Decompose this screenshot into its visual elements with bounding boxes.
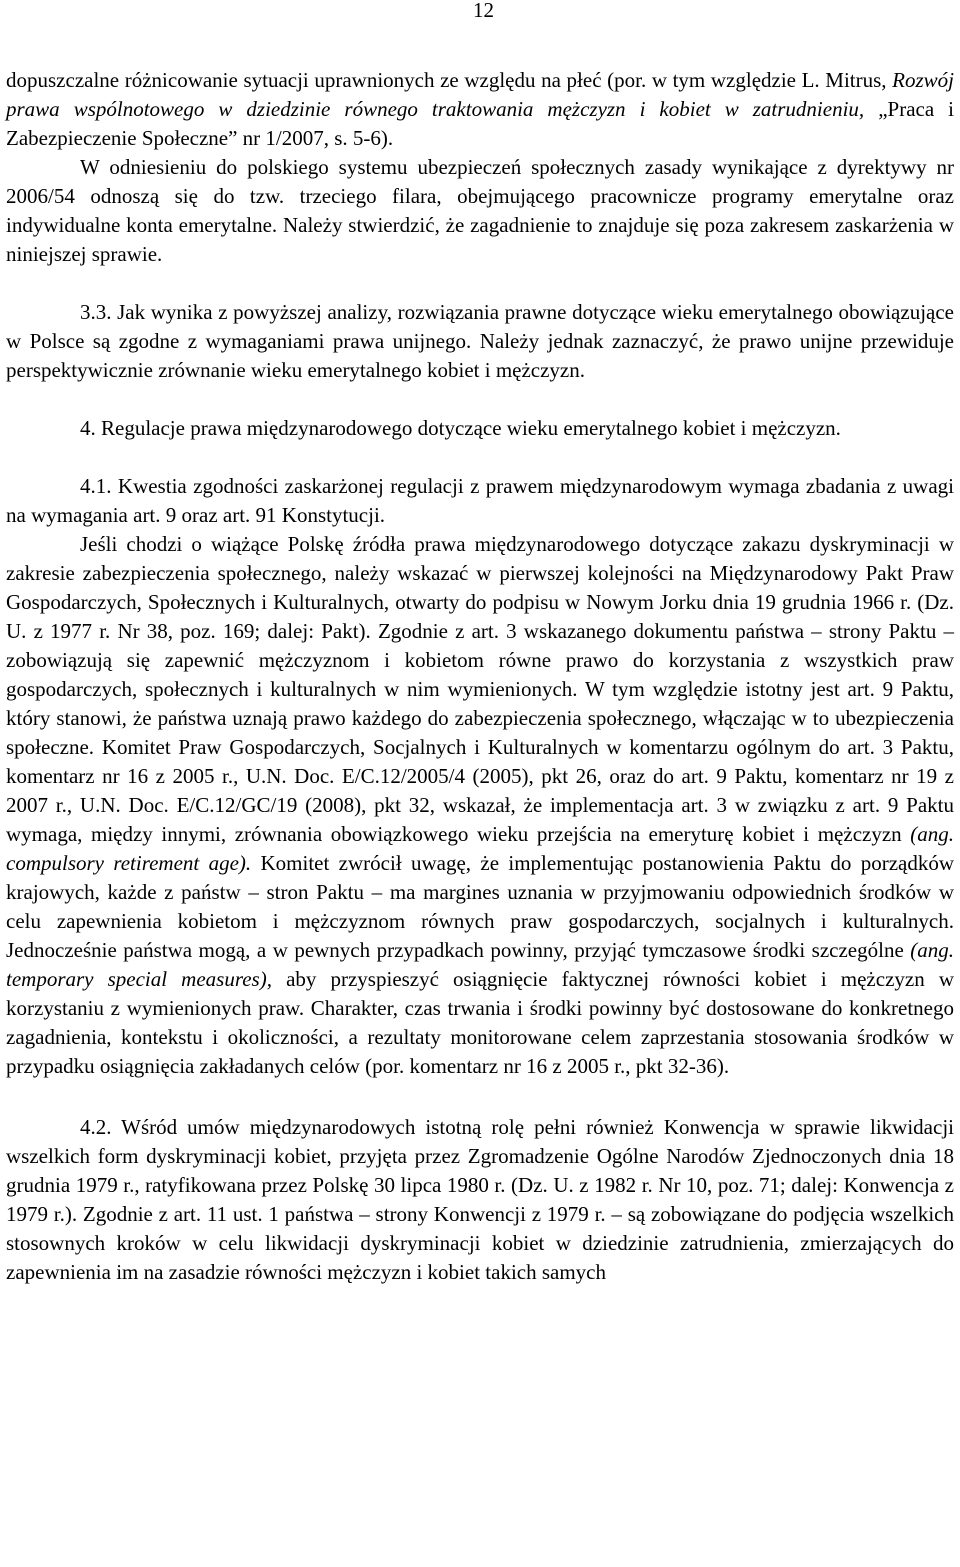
text-segment: „Praca i Zabezpieczenie Społeczne” nr 1/2007, s. 5-6). — [6, 97, 954, 150]
text-segment: Jeśli chodzi o wiążące Polskę źródła prawa międzynarodowego dotyczące zakazu dyskryminacji w zakresie zabezpieczenia społecznego, należy wskazać w pierwszej kolejności na Międzynarodowy Pakt Praw Gospodarczych, Społecznych i Kulturalnych, otwarty do podpisu w Nowym Jorku dnia 19 grudnia 1966 r. (Dz. U. z 1977 r. Nr 38, poz. 169; dalej: Pakt). Zgodnie z art. 3 wskazanego dokumentu państwa – strony Paktu – zobowiązują się zapewnić mężczyznom i kobietom równe prawo do korzystania z wszystkich praw gospodarczych, społecznych i kulturalnych w nim wymienionych. W tym względzie istotny jest art. 9 Paktu, który stanowi, że państwa uznają prawo każdego do zabezpieczenia społecznego, włączając w to ubezpieczenia społeczne. Komitet Praw Gospodarczych, Socjalnych i Kulturalnych w komentarzu ogólnym do art. 3 Paktu, komentarz nr 16 z 2005 r., U.N. Doc. E/C.12/2005/4 (2005), pkt 26, oraz do art. 9 Paktu, komentarz nr 19 z 2007 r., U.N. Doc. E/C.12/GC/19 (2008), pkt 32, wskazał, że implementacja art. 3 w związku z art. 9 Paktu wymaga, między innymi, zrównania obowiązkowego wieku przejścia na emeryturę kobiet i mężczyzn — [6, 532, 954, 846]
page-number: 12 — [473, 0, 494, 22]
section-heading-4: 4. Regulacje prawa międzynarodowego dotyczące wieku emerytalnego kobiet i mężczyzn. — [80, 416, 841, 440]
paragraph-4-1: 4.1. Kwestia zgodności zaskarżonej regulacji z prawem międzynarodowym wymaga zbadania z uwagi na wymagania art. 9 oraz art. 91 Konstytucji. — [6, 474, 954, 527]
paragraph-polish-system: W odniesieniu do polskiego systemu ubezpieczeń społecznych zasady wynikające z dyrektywy nr 2006/54 odnoszą się do tzw. trzeciego filara, obejmującego pracownicze programy emerytalne oraz indywidualne konta emerytalne. Należy stwierdzić, że zagadnienie to znajduje się poza zakresem zaskarżenia w niniejszej sprawie. — [6, 155, 954, 266]
italic-term: (ang. compulsory retirement age). — [6, 822, 954, 875]
text-segment: dopuszczalne różnicowanie sytuacji uprawnionych ze względu na płeć (por. w tym względzie L. Mitrus, — [6, 68, 893, 92]
italic-term: (ang. temporary special measures), — [6, 938, 954, 991]
paragraph-continuation — [6, 66, 954, 153]
paragraph-4-2: 4.2. Wśród umów międzynarodowych istotną rolę pełni również Konwencja w sprawie likwidacji wszelkich form dyskryminacji kobiet, przyjęta przez Zgromadzenie Ogólne Narodów Zjednoczonych dnia 18 grudnia 1979 r., ratyfikowana przez Polskę 30 lipca 1980 r. (Dz. U. z 1982 r. Nr 10, poz. 71; dalej: Konwencja z 1979 r.). Zgodnie z art. 11 ust. 1 państwa – strony Konwencji z 1979 r. – są zobowiązane do podjęcia wszelkich stosownych kroków w celu likwidacji dyskryminacji kobiet w dziedzinie zatrudnienia, zmierzających do zapewnienia im na zasadzie równości mężczyzn i kobiet takich samych — [6, 1115, 954, 1284]
italic-title: Rozwój prawa wspólnotowego w dziedzinie równego traktowania mężczyzn i kobiet w zatrudnieniu, — [6, 68, 954, 121]
paragraph-pakt — [6, 530, 954, 1081]
paragraph-3-3: 3.3. Jak wynika z powyższej analizy, rozwiązania prawne dotyczące wieku emerytalnego obowiązujące w Polsce są zgodne z wymaganiami prawa unijnego. Należy jednak zaznaczyć, że prawo unijne przewiduje perspektywicznie zrównanie wieku emerytalnego kobiet i mężczyzn. — [6, 300, 954, 382]
text-segment: aby przyspieszyć osiągnięcie faktycznej równości kobiet i mężczyzn w korzystaniu z wymienionych praw. Charakter, czas trwania i środki powinny być dostosowane do konkretnego zagadnienia, kontekstu i okoliczności, a rezultaty monitorowane celem zaprzestania stosowania środków w przypadku osiągnięcia zakładanych celów (por. komentarz nr 16 z 2005 r., pkt 32-36). — [6, 967, 954, 1078]
document-body — [6, 66, 954, 1287]
text-segment: Komitet zwrócił uwagę, że implementując postanowienia Paktu do porządków krajowych, każde z państw – stron Paktu – ma margines uznania w przyjmowaniu odpowiednich środków w celu zapewnienia kobietom i mężczyznom równych praw gospodarczych, socjalnych i kulturalnych. Jednocześnie państwa mogą, a w pewnych przypadkach powinny, przyjąć tymczasowe środki szczególne — [6, 851, 954, 962]
